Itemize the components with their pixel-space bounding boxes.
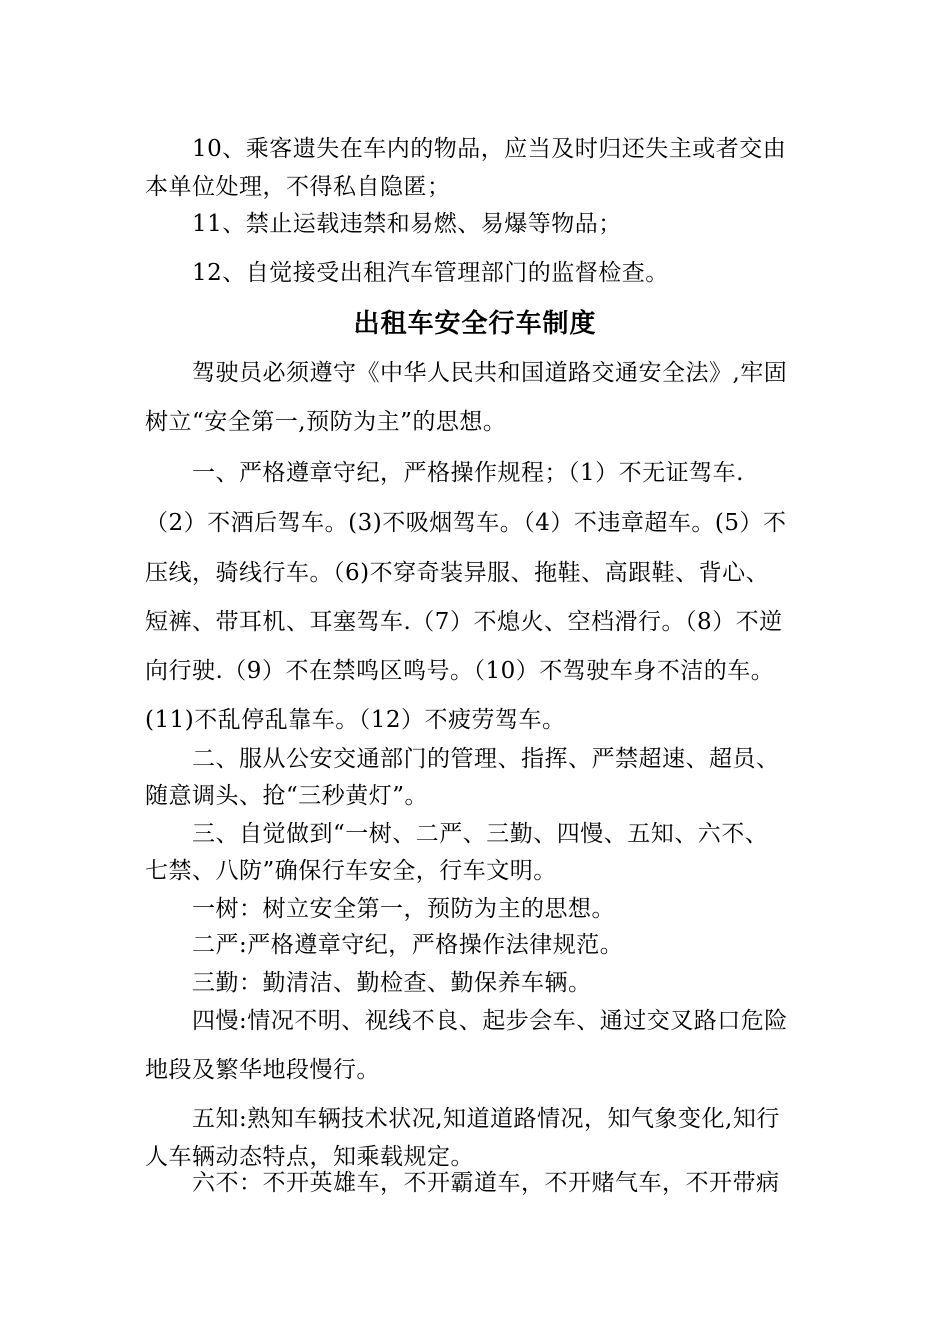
intro-line-2: 树立“安全第一,预防为主”的思想。 <box>145 409 507 435</box>
rule3-line-2: 七禁、八防”确保行车安全，行车文明。 <box>145 858 557 884</box>
item-10-line-2: 本单位处理，不得私自隐匿； <box>145 174 451 200</box>
yishu-line: 一树：树立安全第一，预防为主的思想。 <box>192 896 615 922</box>
rule1-line-6: (11)不乱停乱靠车。（12）不疲劳驾车。 <box>145 707 566 733</box>
intro-line-1: 驾驶员必须遵守《中华人民共和国道路交通安全法》,牢固 <box>192 360 788 386</box>
rule2-line-2: 随意调头、抢“三秒黄灯”。 <box>145 783 429 809</box>
sanqin-line: 三勤：勤清洁、勤检查、勤保养车辆。 <box>192 970 592 996</box>
siman-line-1: 四慢:情况不明、视线不良、起步会车、通过交叉路口危险 <box>192 1008 788 1034</box>
wuzhi-line-2: 人车辆动态特点，知乘载规定。 <box>145 1144 474 1170</box>
rule1-line-4: 短裤、带耳机、耳塞驾车.（7）不熄火、空档滑行。（8）不逆 <box>145 609 783 635</box>
rule1-line-3: 压线，骑线行车。（6)不穿奇装异服、拖鞋、高跟鞋、背心、 <box>145 560 770 586</box>
item-10-line-1: 10、乘客遗失在车内的物品，应当及时归还失主或者交由 <box>192 136 787 162</box>
rule1-line-5: 向行驶.（9）不在禁鸣区鸣号。（10）不驾驶车身不洁的车。 <box>145 658 775 684</box>
item-11: 11、禁止运载违禁和易燃、易爆等物品； <box>192 211 622 237</box>
rule1-line-1: 一、严格遵章守纪，严格操作规程；（1）不无证驾车. <box>192 460 744 486</box>
section-title: 出租车安全行车制度 <box>353 309 597 339</box>
rule3-line-1: 三、自觉做到“一树、二严、三勤、四慢、五知、六不、 <box>192 821 769 847</box>
eryan-line: 二严:严格遵章守纪，严格操作法律规范。 <box>192 932 624 958</box>
rule2-line-1: 二、服从公安交通部门的管理、指挥、严禁超速、超员、 <box>192 746 780 772</box>
item-12: 12、自觉接受出租汽车管理部门的监督检查。 <box>192 260 669 286</box>
siman-line-2: 地段及繁华地段慢行。 <box>145 1057 380 1083</box>
wuzhi-line-1: 五知:熟知车辆技术状况,知道道路情况，知气象变化,知行 <box>192 1106 780 1132</box>
rule1-line-2: （2）不酒后驾车。(3)不吸烟驾车。（4）不违章超车。(5）不 <box>145 510 787 536</box>
liubu-line: 六不：不开英雄车，不开霸道车，不开赌气车，不开带病 <box>192 1170 780 1196</box>
